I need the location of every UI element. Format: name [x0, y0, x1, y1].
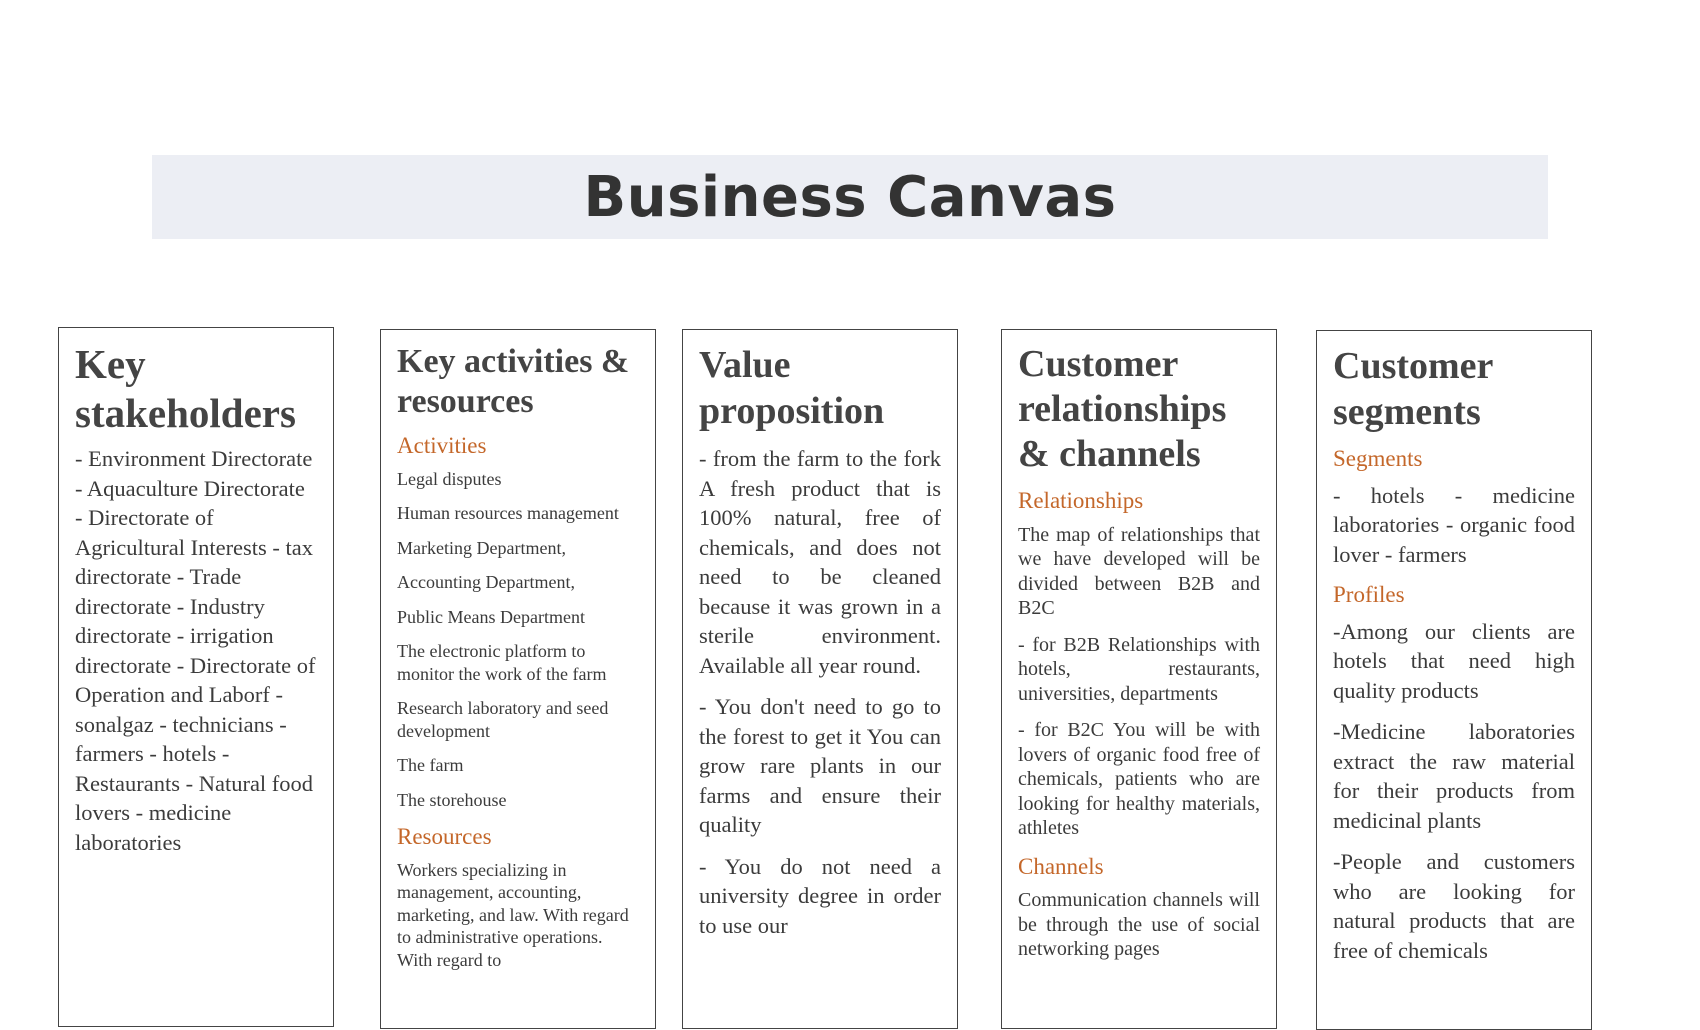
- value-paragraph: - from the farm to the fork A fresh product that is 100% natural, free of chemicals, and does not need to be cleaned because it was grown in a sterile environment. Available all year round.: [699, 446, 941, 678]
- activities-card: [380, 329, 656, 1029]
- activities-heading: Key activities & resources: [397, 343, 630, 420]
- segments-card: [1316, 330, 1592, 1030]
- list-item: The electronic platform to monitor the work of the farm: [397, 641, 607, 684]
- profiles-paragraph: -Among our clients are hotels that need high quality products: [1333, 618, 1575, 703]
- list-item: Accounting Department,: [397, 572, 575, 593]
- segments-text: - hotels - medicine laboratories - organic food lover - farmers: [1333, 482, 1575, 567]
- list-item: Legal disputes: [397, 468, 502, 489]
- value-card: [682, 329, 958, 1029]
- list-item: Marketing Department,: [397, 537, 566, 558]
- segments-heading: Customer segments: [1333, 345, 1493, 433]
- profiles-paragraph: -People and customers who are looking for natural products that are free of chemicals: [1333, 849, 1575, 963]
- resources-text: Workers specializing in management, accounting, marketing, and law. With regard to administrative operations. With regard to: [397, 859, 629, 970]
- page-title: Business Canvas: [583, 164, 1117, 230]
- relationships-card: [1001, 329, 1277, 1029]
- profiles-label: Profiles: [1333, 582, 1405, 608]
- stakeholders-card: [58, 327, 334, 1027]
- activities-list: [397, 468, 639, 812]
- relationships-paragraph: The map of relationships that we have developed will be divided between B2B and B2C: [1018, 523, 1260, 620]
- list-item: The storehouse: [397, 789, 507, 810]
- relationships-paragraph: - for B2B Relationships with hotels, restaurants, universities, departments: [1018, 633, 1260, 705]
- relationships-paragraph: - for B2C You will be with lovers of organic food free of chemicals, patients who are looking for healthy materials, athletes: [1018, 719, 1260, 840]
- value-heading: Value proposition: [699, 344, 885, 432]
- stakeholders-text: - Environment Directorate - Aquaculture Directorate - Directorate of Agricultural Interests - tax directorate - Trade directorate - Industry directorate - irrigation directorate - Directorate of Operation and Laborf - sonalgaz - technicians - farmers - hotels - Restaurants - Natural food lovers - medicine laboratories: [75, 446, 316, 855]
- list-item: The farm: [397, 755, 464, 776]
- profiles-paragraph: -Medicine laboratories extract the raw material for their products from medicinal plants: [1333, 719, 1575, 833]
- relationships-label: Relationships: [1018, 488, 1144, 513]
- activities-label: Activities: [397, 433, 487, 458]
- value-paragraph: - You don't need to go to the forest to get it You can grow rare plants in our farms and ensure their quality: [699, 694, 941, 837]
- list-item: Research laboratory and seed development: [397, 698, 609, 741]
- segments-label: Segments: [1333, 446, 1423, 471]
- title-banner: [152, 155, 1548, 239]
- relationships-heading: Customer relationships & channels: [1018, 343, 1227, 475]
- value-paragraph: - You do not need a university degree in order to use our: [699, 853, 941, 938]
- resources-label: Resources: [397, 824, 492, 850]
- channels-text: Communication channels will be through the use of social networking pages: [1018, 889, 1260, 961]
- stakeholders-heading: Key stakeholders: [75, 341, 296, 436]
- list-item: Public Means Department: [397, 606, 585, 627]
- channels-label: Channels: [1018, 853, 1104, 879]
- list-item: Human resources management: [397, 503, 619, 524]
